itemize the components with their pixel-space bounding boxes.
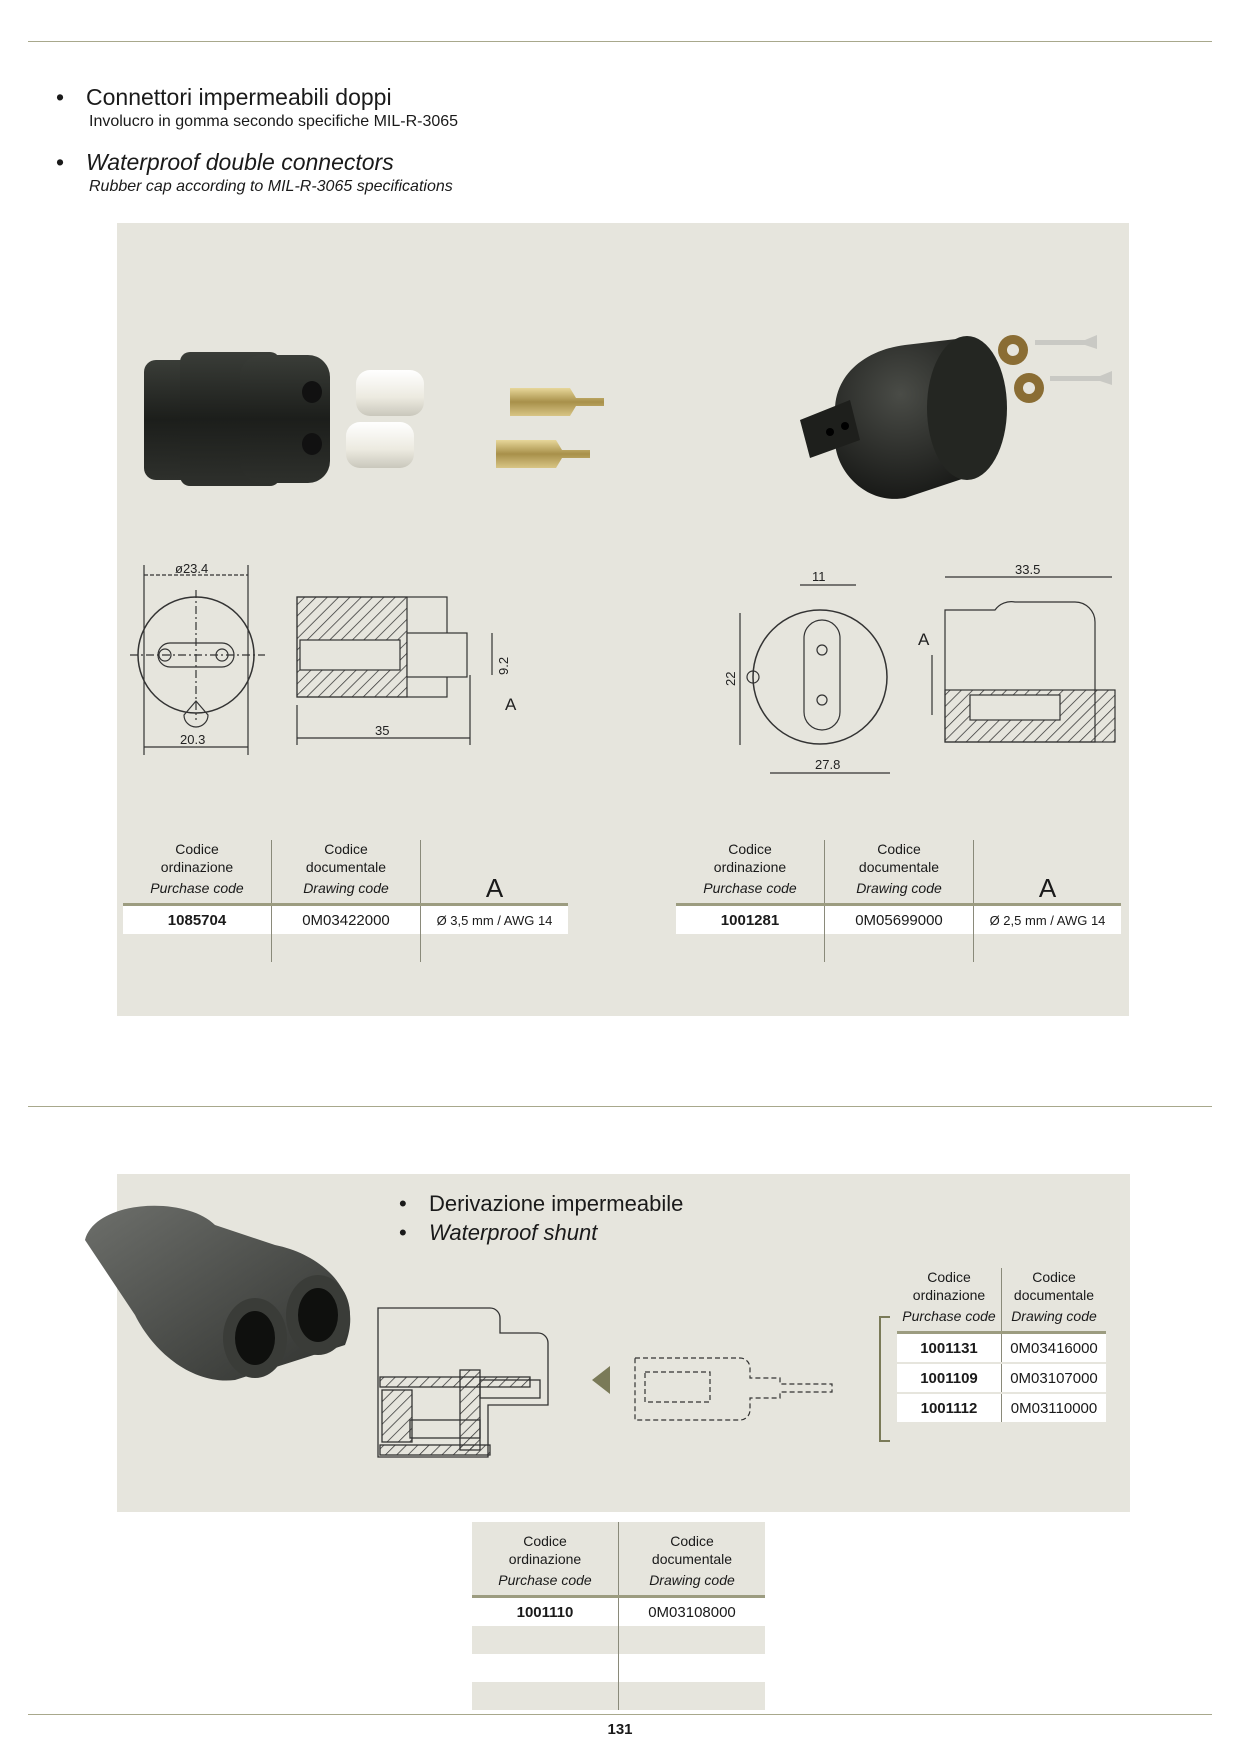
a-value: Ø 2,5 mm / AWG 14 — [974, 905, 1122, 935]
a-value: Ø 3,5 mm / AWG 14 — [421, 905, 569, 935]
purchase-code: 1001131 — [897, 1333, 1002, 1364]
header-purchase: Codice ordinazione Purchase code — [123, 840, 272, 905]
page-number: 131 — [607, 1721, 633, 1738]
section1-title-it: • Connettori impermeabili doppi — [56, 84, 392, 110]
table-row — [897, 1333, 1106, 1364]
section1-subtitle-it: Involucro in gomma secondo specifiche MIL-R-3065 — [89, 113, 459, 130]
dim-width-label: 20.3 — [180, 732, 206, 747]
drawing-code: 0M03108000 — [619, 1597, 766, 1627]
shunt-photo — [75, 1195, 375, 1385]
middle-rule — [28, 1106, 1212, 1107]
header-drawing: Codice documentale Drawing code — [1002, 1268, 1107, 1333]
shunt-drawing — [370, 1300, 880, 1470]
dim-height-label: 22 — [723, 671, 738, 686]
drawing-code: 0M03422000 — [272, 905, 421, 935]
header-purchase: Codice ordinazione Purchase code — [472, 1522, 619, 1597]
drawing-code: 0M03107000 — [1002, 1363, 1107, 1393]
codes-table-right — [676, 840, 1121, 962]
purchase-code: 1001110 — [516, 1603, 574, 1621]
drawing-code: 0M03110000 — [1002, 1393, 1107, 1422]
table-row — [123, 905, 568, 935]
drawing-code: 0M05699000 — [825, 905, 974, 935]
technical-drawing-left — [120, 555, 540, 775]
purchase-code: 1085704 — [123, 905, 272, 935]
connector-photo-right — [795, 320, 1125, 520]
header-drawing: Codice documentale Drawing code — [272, 840, 421, 905]
label-a-left: A — [505, 695, 517, 714]
dim-pitch-label: 11 — [812, 569, 826, 584]
codes-table-left — [123, 840, 568, 962]
header-purchase: Codice ordinazione Purchase code — [676, 840, 825, 905]
table-row-empty — [123, 934, 568, 962]
dim-width-right-label: 27.8 — [815, 757, 841, 772]
section1-title-en: • Waterproof double connectors — [56, 149, 394, 175]
technical-drawing-right — [700, 555, 1120, 785]
header-a: A — [974, 840, 1122, 905]
dim-side-label: 9.2 — [496, 656, 511, 675]
header-drawing: Codice documentale Drawing code — [619, 1522, 766, 1597]
purchase-code: 1001281 — [676, 905, 825, 935]
table-row-empty — [472, 1626, 765, 1654]
dim-diameter-label: ø23.4 — [175, 561, 209, 576]
table-row — [472, 1597, 765, 1627]
dim-length-label: 35 — [375, 723, 390, 738]
table-row — [897, 1393, 1106, 1422]
table-row-empty — [676, 934, 1121, 962]
purchase-code: 1001112 — [897, 1393, 1002, 1422]
purchase-code: 1001109 — [897, 1363, 1002, 1393]
header-a: A — [421, 840, 569, 905]
table-bracket — [872, 1315, 892, 1445]
connector-photo-left — [140, 340, 610, 500]
section1-subtitle-en: Rubber cap according to MIL-R-3065 specifications — [89, 178, 453, 195]
table-row-empty — [472, 1654, 765, 1682]
header-purchase: Codice ordinazione Purchase code — [897, 1268, 1002, 1333]
section2-title-it: • Derivazione impermeabile — [399, 1191, 684, 1216]
arrow-left-icon — [592, 1366, 610, 1394]
header-drawing: Codice documentale Drawing code — [825, 840, 974, 905]
bottom-codes-table — [472, 1522, 765, 1710]
top-rule — [28, 41, 1212, 42]
dim-length-right-label: 33.5 — [1015, 562, 1041, 577]
drawing-code: 0M03416000 — [1002, 1333, 1107, 1364]
table-row-empty — [472, 1682, 765, 1710]
table-row — [897, 1363, 1106, 1393]
shunt-codes-table — [897, 1268, 1106, 1422]
table-row — [676, 905, 1121, 935]
label-a-right: A — [918, 630, 930, 649]
bottom-rule — [28, 1714, 1212, 1715]
section2-title-en: • Waterproof shunt — [399, 1220, 598, 1245]
